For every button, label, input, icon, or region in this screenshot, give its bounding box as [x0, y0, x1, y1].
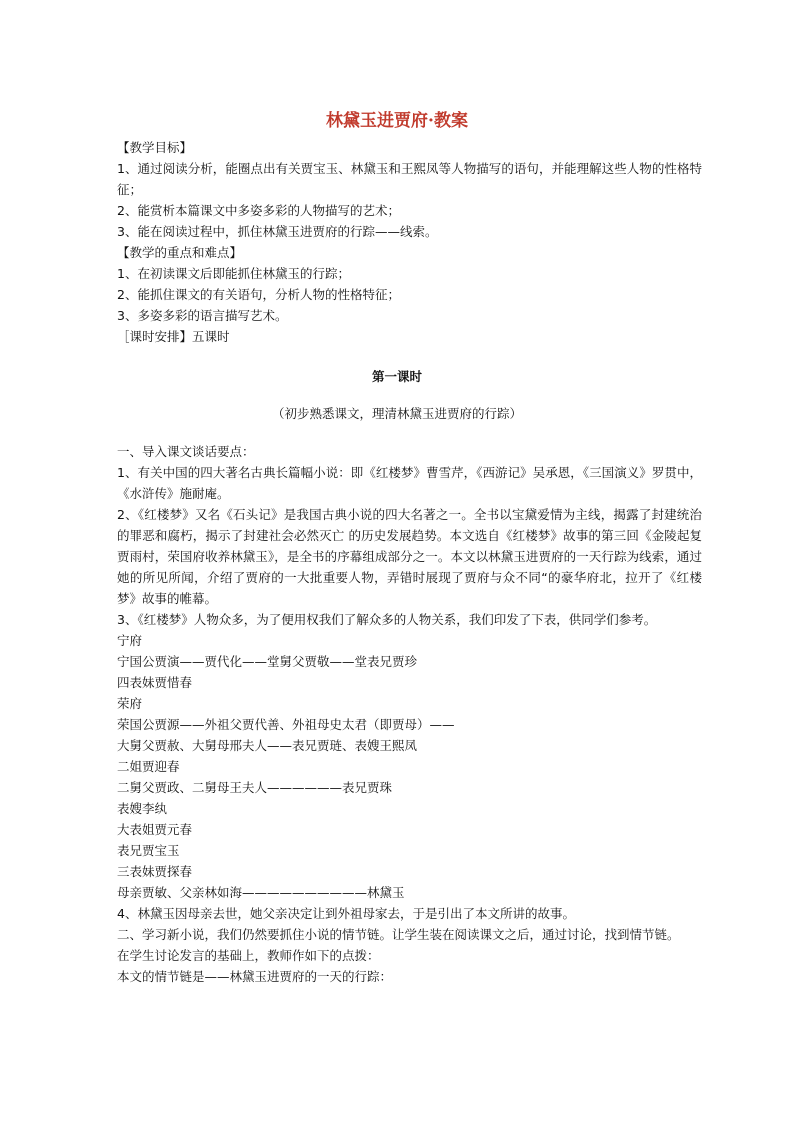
key-point-item: 3、多姿多彩的语言描写艺术。 — [117, 308, 288, 323]
family-table-line: 三表妹贾探春 — [117, 864, 193, 879]
paragraph: 1、有关中国的四大著名古典长篇幅小说：即《红楼梦》曹雪芹，《西游记》吴承恩，《三国演义》罗贯中，《水浒传》施耐庵。 — [117, 465, 702, 501]
document-title: 林黛玉进贾府·教案 — [326, 111, 468, 131]
section-heading: 二、学习新小说，我们仍然要抓住小说的情节链。让学生装在阅读课文之后，通过讨论，找到情节链。 — [117, 927, 680, 942]
lesson-subtitle: （初步熟悉课文，理清林黛玉进贾府的行踪） — [271, 406, 522, 421]
goals-section — [117, 137, 702, 347]
goals-heading: 【教学目标】 — [117, 140, 193, 155]
family-table-line: 表嫂李纨 — [117, 801, 168, 816]
lesson-title: 第一课时 — [371, 369, 422, 384]
family-table-line: 荣国公贾源——外祖父贾代善、外祖母史太君（即贾母）—— — [117, 717, 455, 732]
family-table-line: 荣府 — [117, 696, 143, 711]
family-table-line: 表兄贾宝玉 — [117, 843, 180, 858]
paragraph: 3、《红楼梦》人物众多，为了便用权我们了解众多的人物关系，我们印发了下表，供同学们参考。 — [117, 612, 657, 627]
goal-item: 2、能赏析本篇课文中多姿多彩的人物描写的艺术； — [117, 203, 400, 218]
family-table-line: 四表妹贾惜春 — [117, 675, 193, 690]
family-table-line: 大表姐贾元春 — [117, 822, 193, 837]
paragraph: 2、《红楼梦》又名《石头记》是我国古典小说的四大名著之一。全书以宝黛爱情为主线，揭露了封建统治的罪恶和腐朽，揭示了封建社会必然灭亡 的历史发展趋势。本文选自《红楼梦》故事的第三回《金陵起复贾雨村，荣国府收养林黛玉》，是全书的序幕组成部分之一。本文以林黛玉进贾府的一天行踪为线索，通过她的所见所闻，介绍了贾府的一大批重要人物，弄错时展现了贾府与众不同“的豪华府北，拉开了《红楼梦》故事的帷幕。 — [117, 507, 702, 606]
key-point-item: 1、在初读课文后即能抓住林黛玉的行踪； — [117, 266, 350, 281]
paragraph: 本文的情节链是——林黛玉进贾府的一天的行踪： — [117, 969, 393, 984]
paragraph: 4、林黛玉因母亲去世，她父亲决定让到外祖母家去，于是引出了本文所讲的故事。 — [117, 906, 575, 921]
family-table-line: 宁国公贾演——贾代化——堂舅父贾敬——堂表兄贾珍 — [117, 654, 418, 669]
section-heading: 一、导入课文谈话要点： — [117, 444, 255, 459]
family-table-line: 二舅父贾政、二舅母王夫人——————表兄贾珠 — [117, 780, 393, 795]
goal-item: 3、能在阅读过程中，抓住林黛玉进贾府的行踪——线索。 — [117, 224, 438, 239]
schedule-line: ［课时安排】五课时 — [117, 329, 230, 344]
lesson-body — [117, 441, 702, 987]
goal-item: 1、通过阅读分析，能圈点出有关贾宝玉、林黛玉和王熙凤等人物描写的语句，并能理解这些人物的性格特征； — [117, 161, 702, 197]
family-table-line: 大舅父贾赦、大舅母邢夫人——表兄贾琏、表嫂王熙凤 — [117, 738, 418, 753]
key-points-heading: 【教学的重点和难点】 — [117, 245, 243, 260]
paragraph: 在学生讨论发言的基础上，教师作如下的点拨： — [117, 948, 380, 963]
family-table-line: 二姐贾迎春 — [117, 759, 180, 774]
key-point-item: 2、能抓住课文的有关语句，分析人物的性格特征； — [117, 287, 400, 302]
family-table-line: 宁府 — [117, 633, 143, 648]
family-table-line: 母亲贾敏、父亲林如海——————————林黛玉 — [117, 885, 405, 900]
